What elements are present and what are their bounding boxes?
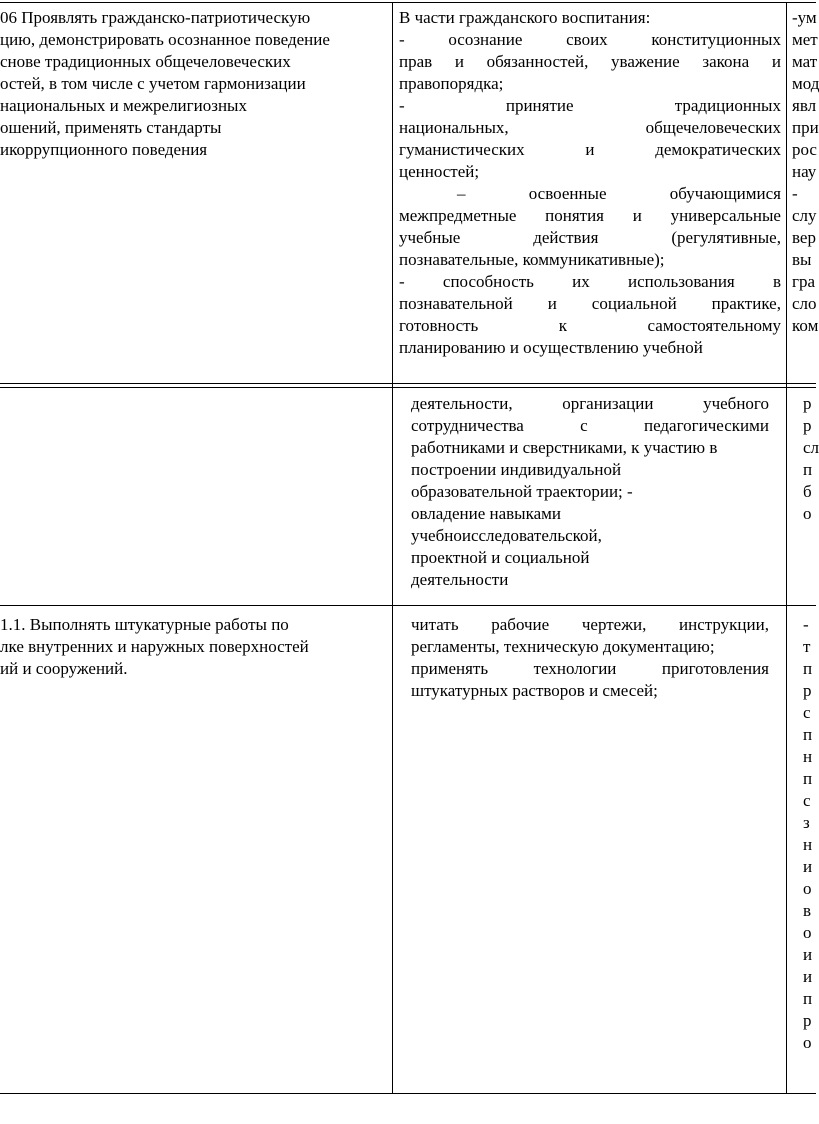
text-line: мод	[792, 74, 819, 93]
text-line: р	[803, 416, 812, 435]
word: деятельности,	[411, 394, 513, 413]
word: к	[558, 316, 568, 335]
row1-col3-cell	[792, 7, 819, 337]
text-line	[411, 415, 769, 437]
word: -	[399, 272, 405, 291]
word: конституционных	[651, 30, 781, 49]
text-line	[399, 95, 781, 117]
text-line: п	[803, 460, 813, 479]
row1-col1-cell	[0, 7, 391, 161]
row-divider-1	[0, 383, 816, 384]
text-line: р	[803, 394, 812, 413]
text-line	[411, 658, 769, 680]
text-line: сло	[792, 294, 817, 313]
word: демократических	[655, 140, 781, 159]
text-line: построении индивидуальной	[411, 460, 622, 479]
activity-list	[411, 393, 769, 591]
text-line: п	[803, 769, 813, 788]
text-line: -	[792, 184, 798, 203]
text-line: регламенты, техническую документацию;	[411, 637, 715, 656]
word: педагогическими	[643, 416, 769, 435]
text-line: н	[803, 747, 813, 766]
text-line: -	[803, 615, 809, 634]
text-line: деятельности	[411, 570, 509, 589]
text-line: з	[803, 813, 810, 832]
word: и	[632, 206, 642, 225]
text-line: цию, демонстрировать осознанное поведение	[0, 30, 330, 49]
word: их	[572, 272, 590, 291]
text-line: о	[803, 1033, 812, 1052]
word: гуманистических	[399, 140, 525, 159]
word: уважение	[611, 52, 680, 71]
text-line: нау	[792, 162, 817, 181]
word: межпредметные	[399, 206, 517, 225]
row3-col3-cell	[803, 614, 816, 1054]
text-line: икоррупционного поведения	[0, 140, 208, 159]
text-line: учебноисследовательской,	[411, 526, 602, 545]
text-line: ий и сооружений.	[0, 659, 128, 678]
word: и	[547, 294, 557, 313]
text-line: мет	[792, 30, 818, 49]
text-line	[399, 227, 781, 249]
text-line: о	[803, 504, 812, 523]
text-line	[399, 139, 781, 161]
word: инструкции,	[679, 615, 769, 634]
civic-education-list	[399, 29, 781, 359]
text-line: 1.1. Выполнять штукатурные работы по	[0, 615, 289, 634]
text-line: проектной и социальной	[411, 548, 590, 567]
text-line	[399, 183, 781, 205]
word: закона	[702, 52, 750, 71]
text-line: и	[803, 945, 813, 964]
word: и	[454, 52, 464, 71]
competency-text	[0, 7, 391, 161]
text-line: п	[803, 725, 813, 744]
word: готовность	[399, 316, 479, 335]
text-line	[399, 271, 781, 293]
word: организации	[562, 394, 654, 413]
row3-col1-cell	[0, 614, 391, 680]
word: освоенные	[528, 184, 607, 203]
word: чертежи,	[581, 615, 647, 634]
word: (регулятивные,	[671, 228, 781, 247]
row2-col3-cell	[803, 393, 819, 525]
text-line: штукатурных растворов и смесей;	[411, 681, 658, 700]
text-line: с	[803, 703, 811, 722]
text-line: ком	[792, 316, 819, 335]
text-line: работниками и сверстниками, к участию в	[411, 438, 718, 457]
text-line	[411, 614, 769, 636]
text-line: р	[803, 681, 812, 700]
text-line: гра	[792, 272, 816, 291]
word: учебные	[399, 228, 461, 247]
text-line: и	[803, 967, 813, 986]
word: и	[771, 52, 781, 71]
word: с	[580, 416, 588, 435]
text-line: рос	[792, 140, 817, 159]
word: национальных,	[399, 118, 509, 137]
text-line: т	[803, 637, 811, 656]
text-line: образовательной траектории; -	[411, 482, 633, 501]
word: -	[399, 30, 405, 49]
word: осознание	[448, 30, 523, 49]
text-line	[399, 293, 781, 315]
text-line: о	[803, 879, 812, 898]
row2-col2-cell	[411, 393, 769, 591]
text-line: в	[803, 901, 812, 920]
word: способность	[442, 272, 534, 291]
text-line: 06 Проявлять гражданско-патриотическую	[0, 8, 311, 27]
text-line: ошений, применять стандарты	[0, 118, 222, 137]
text-line: снове традиционных общечеловеческих	[0, 52, 291, 71]
column-divider-2	[786, 2, 787, 1094]
word: понятия	[545, 206, 605, 225]
text-line: о	[803, 923, 812, 942]
word: применять	[411, 659, 489, 678]
text-line	[411, 393, 769, 415]
truncated-column-text	[803, 393, 819, 525]
text-line: б	[803, 482, 812, 501]
column-divider-1	[392, 2, 393, 1094]
word: приготовления	[661, 659, 769, 678]
word: использования	[628, 272, 735, 291]
row3-col2-cell	[411, 614, 769, 702]
word: рабочие	[491, 615, 550, 634]
text-line: сл	[803, 438, 819, 457]
word: традиционных	[674, 96, 781, 115]
word: -	[399, 96, 405, 115]
text-line: и	[803, 857, 813, 876]
word: действия	[533, 228, 599, 247]
word: своих	[566, 30, 608, 49]
text-line: планированию и осуществлению учебной	[399, 338, 703, 357]
truncated-column-text	[803, 614, 816, 1054]
word: в	[772, 272, 781, 291]
truncated-column-text	[792, 7, 819, 337]
text-line: п	[803, 659, 813, 678]
text-line	[399, 205, 781, 227]
text-line: явл	[792, 96, 817, 115]
section-title: В части гражданского воспитания:	[399, 8, 651, 27]
text-line: вы	[792, 250, 812, 269]
text-line	[399, 315, 781, 337]
word: самостоятельному	[647, 316, 781, 335]
text-line: с	[803, 791, 811, 810]
word: сотрудничества	[411, 416, 524, 435]
text-line: слу	[792, 206, 817, 225]
word: практике,	[711, 294, 781, 313]
word: прав	[399, 52, 433, 71]
text-line: остей, в том числе с учетом гармонизации	[0, 74, 306, 93]
row-divider-2	[0, 605, 816, 606]
row-divider-1b	[0, 387, 816, 388]
text-line: национальных и межрелигиозных	[0, 96, 247, 115]
word: обучающимися	[669, 184, 781, 203]
text-line: мат	[792, 52, 818, 71]
text-line: правопорядка;	[399, 74, 504, 93]
text-line: р	[803, 1011, 812, 1030]
word: социальной	[591, 294, 677, 313]
text-line: лке внутренних и наружных поверхностей	[0, 637, 309, 656]
text-line	[399, 117, 781, 139]
word: и	[585, 140, 595, 159]
word: познавательной	[399, 294, 513, 313]
text-line: н	[803, 835, 813, 854]
word: учебного	[703, 394, 769, 413]
table-bottom-border	[0, 1093, 816, 1094]
text-line	[399, 29, 781, 51]
word: общечеловеческих	[645, 118, 781, 137]
text-line: овладение навыками	[411, 504, 562, 523]
row1-col2-cell	[399, 7, 781, 359]
text-line: при	[792, 118, 819, 137]
professional-competency-text	[0, 614, 391, 680]
text-line: ценностей;	[399, 162, 480, 181]
word: –	[457, 184, 466, 203]
table-top-border	[0, 2, 816, 3]
text-line	[399, 51, 781, 73]
text-line: п	[803, 989, 813, 1008]
text-line: познавательные, коммуникативные);	[399, 250, 665, 269]
word: читать	[411, 615, 459, 634]
word: универсальные	[670, 206, 781, 225]
text-line: вер	[792, 228, 816, 247]
word: принятие	[505, 96, 574, 115]
word: технологии	[533, 659, 617, 678]
skills-list	[411, 614, 769, 702]
text-line: -ум	[792, 8, 817, 27]
word: обязанностей,	[486, 52, 589, 71]
